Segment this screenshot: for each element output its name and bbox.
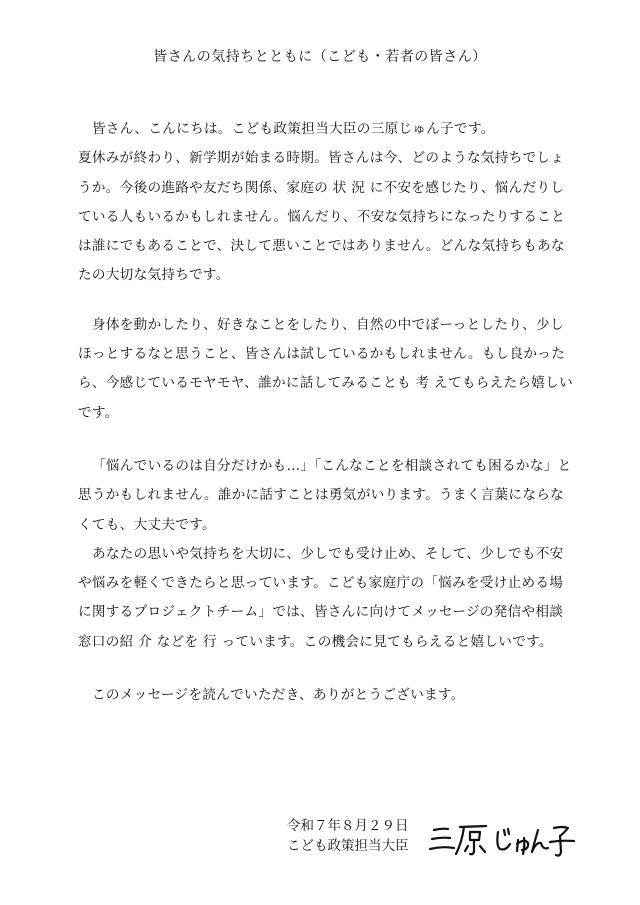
paragraph-closing: このメッセージを読んでいただき、ありがとうございます。: [92, 687, 465, 704]
letter-title: 皆さんの気持ちとともに（こども・若者の皆さん）: [153, 49, 487, 65]
paragraph-activities: 身体を動かしたり、好きなことをしたり、自然の中でぼーっとしたり、少しほっとするなと思うこと、皆さんは試しているかもしれません。もし良かったら、今感じているモヤモヤ、誰かに話してみることも 考 えてもらえたら嬉しいです。: [78, 316, 573, 421]
signature-date: 令和７年８月２９日: [287, 818, 409, 834]
signature-block: [287, 816, 409, 856]
paragraph-project-team: あなたの思いや気持ちを大切に、少しでも受け止め、そして、少しでも不安や悩みを軽くできたらと思っています。こども家庭庁の「悩みを受け止める場に関するプロジェクトチーム」では、皆さんに向けてメッセージの発信や相談窓口の紹 介 などを 行 っています。この機会に見てもらえると嬉しいです。: [78, 545, 564, 650]
paragraph-worries: 「悩んでいるのは自分だけかも…」「こんなことを相談されても困るかな」と思うかもしれません。誰かに話すことは勇気がいります。うまく言葉にならなくても、大丈夫です。: [78, 457, 572, 533]
paragraph-greeting: 皆さん、こんにちは。こども政策担当大臣の三原じゅん子です。 夏休みが終わり、新学期が始まる時期。皆さんは今、どのような気持ちでしょうか。今後の進路や友だち関係、家庭の 状 況 に不安を感じたり、悩んだりしている人もいるかもしれません。悩んだり、不安な気持ちになったりすることは誰にでもあることで、決して悪いことではありません。どんな気持ちもあなたの大切な気持ちです。: [78, 121, 566, 284]
handwritten-signature: [428, 818, 578, 862]
signature-title: こども政策担当大臣: [287, 838, 409, 854]
letter-body: [78, 115, 576, 710]
